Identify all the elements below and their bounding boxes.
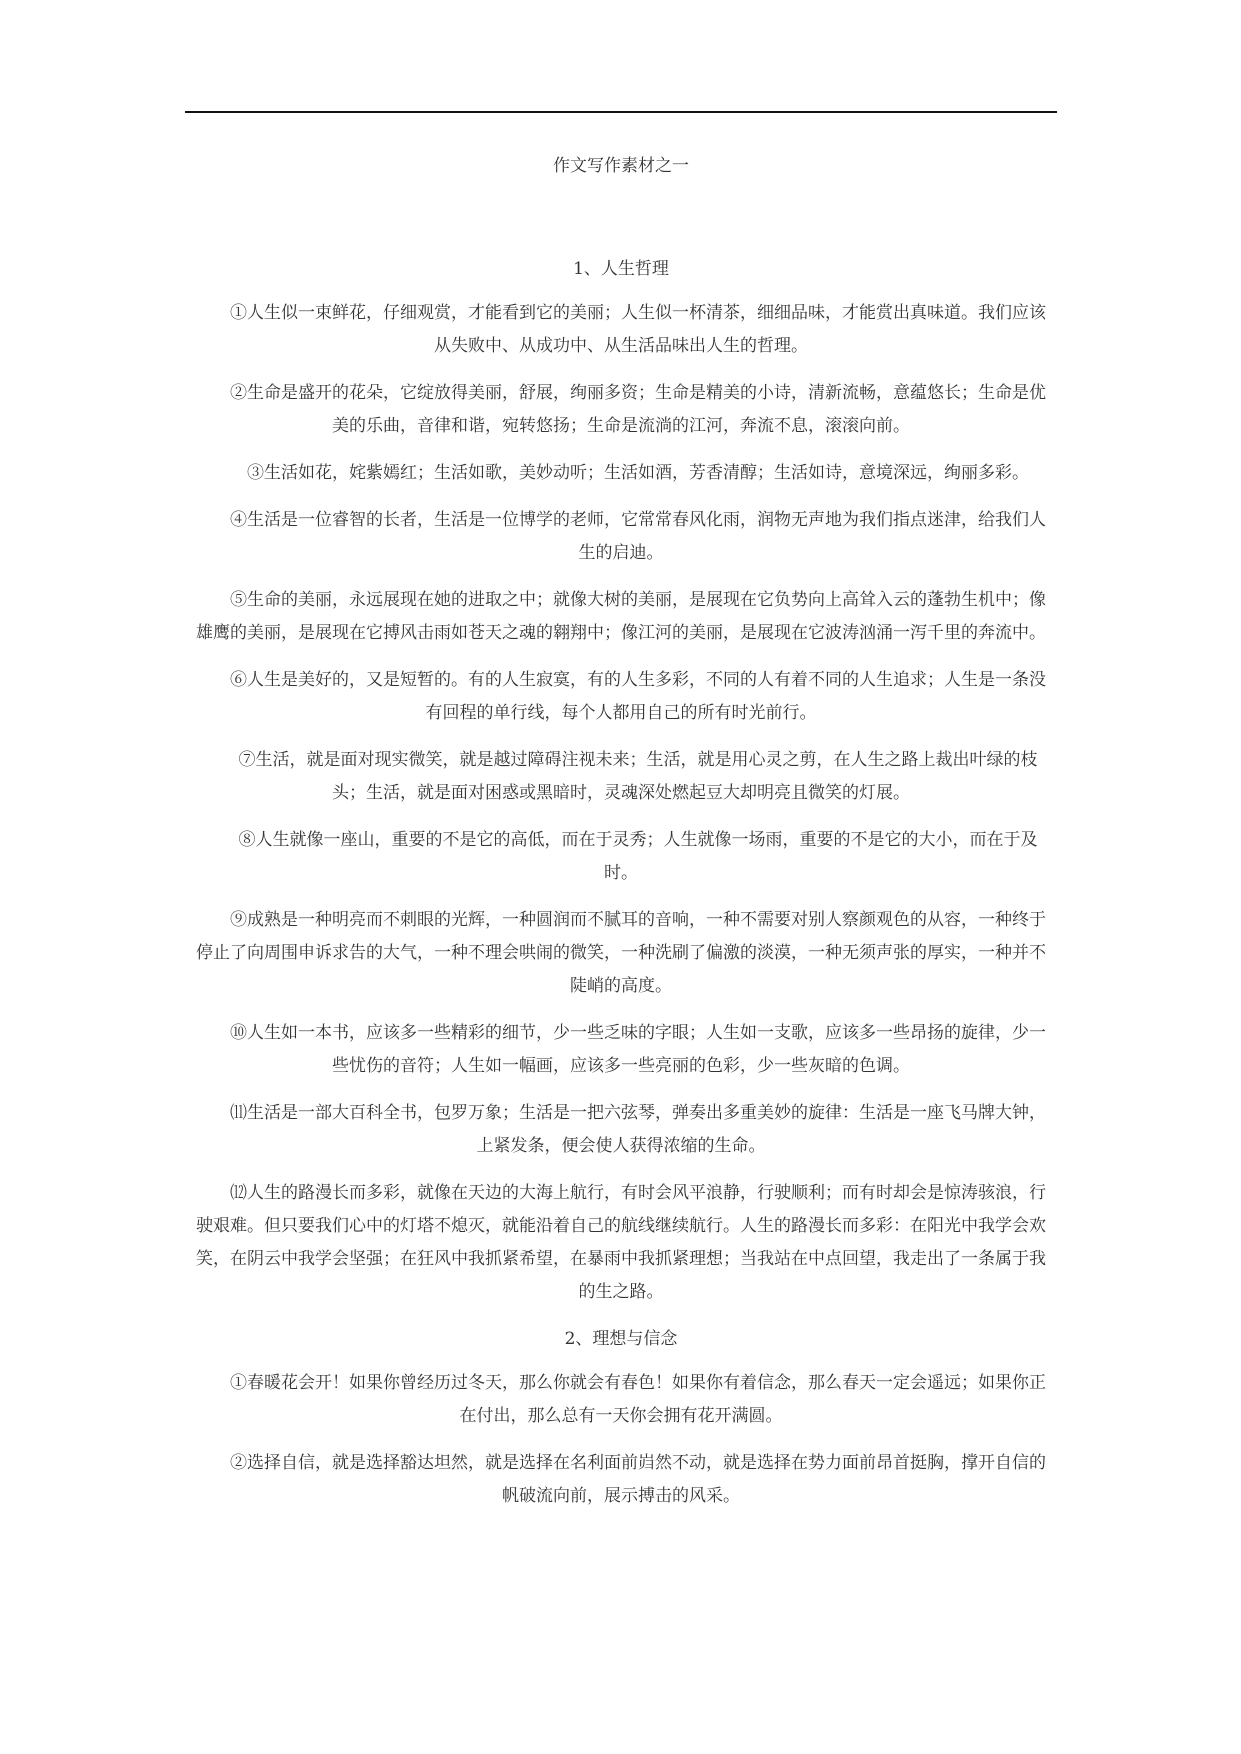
paragraph: ⑨成熟是一种明亮而不刺眼的光辉，一种圆润而不腻耳的音响，一种不需要对别人察颜观色的从容，一种终于停止了向周围申诉求告的大气，一种不理会哄闹的微笑，一种洗刷了偏激的淡漠，一种无须声张的厚实，一种并不陡峭的高度。 (196, 910, 1046, 996)
paragraph: ④生活是一位睿智的长者，生活是一位博学的老师，它常常春风化雨，润物无声地为我们指点迷津，给我们人生的启迪。 (230, 510, 1046, 563)
paragraph: ②选择自信，就是选择豁达坦然，就是选择在名利面前岿然不动，就是选择在势力面前昂首挺胸，撑开自信的帆破流向前，展示搏击的风采。 (230, 1453, 1046, 1506)
document-title: 作文写作素材之一 (553, 156, 689, 176)
paragraph: ⑤生命的美丽，永远展现在她的进取之中；就像大树的美丽，是展现在它负势向上高耸入云的蓬勃生机中；像雄鹰的美丽，是展现在它搏风击雨如苍天之魂的翱翔中；像江河的美丽，是展现在它波涛汹涌一泻千里的奔流中。 (196, 590, 1046, 643)
paragraph: ③生活如花，姹紫嫣红；生活如歌，美妙动听；生活如酒，芳香清醇；生活如诗，意境深远，绚丽多彩。 (247, 463, 1029, 483)
paragraph: ⑾生活是一部大百科全书，包罗万象；生活是一把六弦琴，弹奏出多重美妙的旋律：生活是一座飞马牌大钟，上紧发条，便会使人获得浓缩的生命。 (230, 1103, 1046, 1156)
paragraph: ⑿人生的路漫长而多彩，就像在天边的大海上航行，有时会风平浪静，行驶顺利；而有时却会是惊涛骇浪，行驶艰难。但只要我们心中的灯塔不熄灭，就能沿着自己的航线继续航行。人生的路漫长而多彩：在阳光中我学会欢笑，在阴云中我学会坚强；在狂风中我抓紧希望，在暴雨中我抓紧理想；当我站在中点回望，我走出了一条属于我的生之路。 (196, 1183, 1046, 1302)
header-rule (185, 111, 1057, 113)
document-body (188, 150, 1054, 1527)
paragraph: ⑩人生如一本书，应该多一些精彩的细节，少一些乏味的字眼；人生如一支歌，应该多一些昂扬的旋律，少一些忧伤的音符；人生如一幅画，应该多一些亮丽的色彩，少一些灰暗的色调。 (230, 1023, 1046, 1076)
paragraph: ①人生似一束鲜花，仔细观赏，才能看到它的美丽；人生似一杯清茶，细细品味，才能赏出真味道。我们应该从失败中、从成功中、从生活品味出人生的哲理。 (230, 303, 1046, 356)
paragraph: ②生命是盛开的花朵，它绽放得美丽，舒展，绚丽多资；生命是精美的小诗，清新流畅，意蕴悠长；生命是优美的乐曲，音律和谐，宛转悠扬；生命是流淌的江河，奔流不息，滚滚向前。 (230, 383, 1046, 436)
paragraph: ①春暖花会开！如果你曾经历过冬天，那么你就会有春色！如果你有着信念，那么春天一定会遥远；如果你正在付出，那么总有一天你会拥有花开满圆。 (230, 1373, 1046, 1426)
paragraph: ⑦生活，就是面对现实微笑，就是越过障碍注视未来；生活，就是用心灵之剪，在人生之路上裁出叶绿的枝头；生活，就是面对困惑或黑暗时，灵魂深处燃起豆大却明亮且微笑的灯展。 (238, 750, 1038, 803)
paragraph: ⑧人生就像一座山，重要的不是它的高低，而在于灵秀；人生就像一场雨，重要的不是它的大小，而在于及时。 (238, 830, 1038, 883)
paragraph: ⑥人生是美好的，又是短暂的。有的人生寂寞，有的人生多彩，不同的人有着不同的人生追求；人生是一条没有回程的单行线，每个人都用自己的所有时光前行。 (230, 670, 1046, 723)
section-heading-1: 1、人生哲理 (573, 259, 669, 279)
section-heading-2: 2、理想与信念 (564, 1329, 678, 1349)
